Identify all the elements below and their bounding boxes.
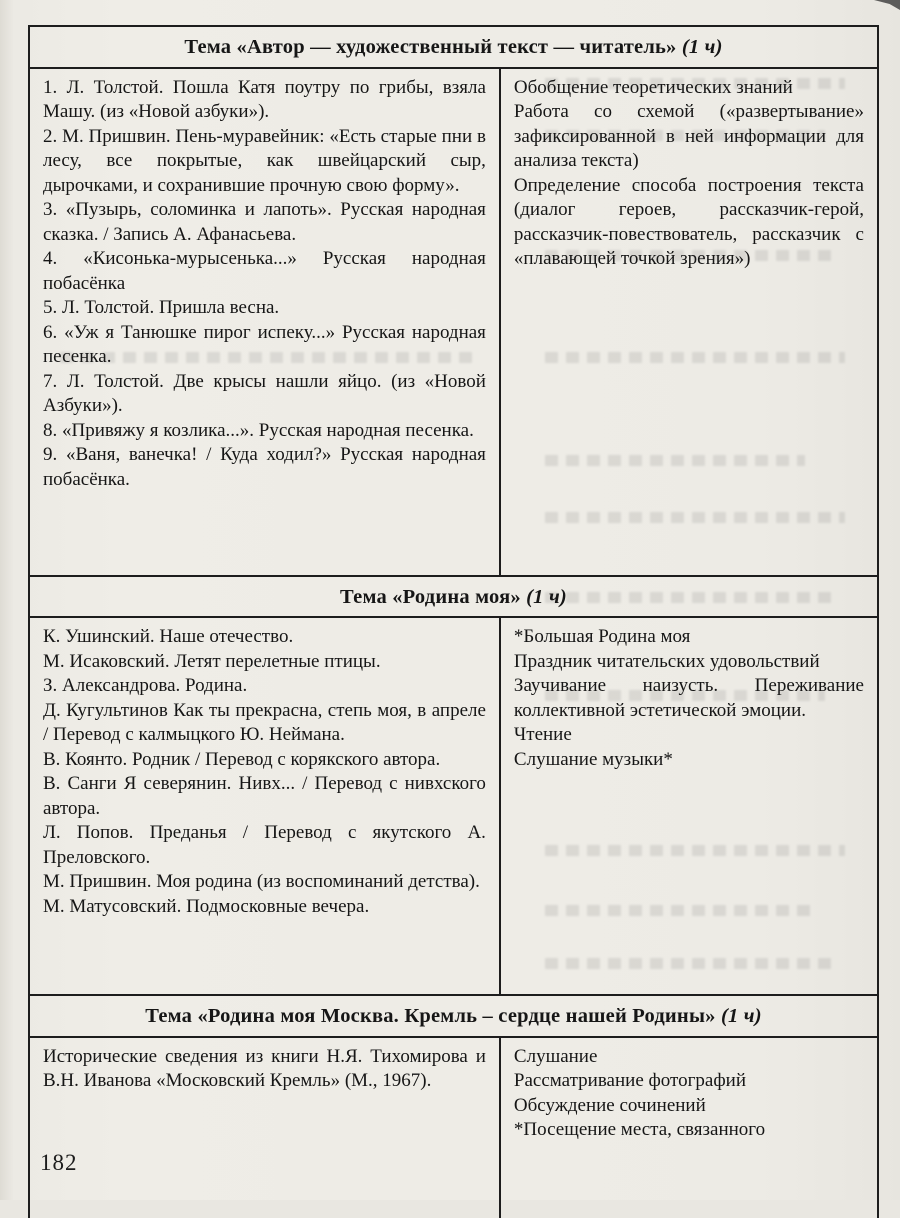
section-2-activities-cell (501, 618, 877, 994)
text-paragraph: Обсуждение сочинений (513, 1094, 706, 1116)
page-number: 182 (40, 1150, 78, 1175)
section-3-title: Тема «Родина моя Москва. Кремль – сердце нашей Родины» (145, 1005, 716, 1028)
text-paragraph: 5. Л. Толстой. Пришла весна. (43, 297, 280, 319)
text-paragraph: Л. Попов. Преданья / Перевод с якутского А. Преловского. (43, 822, 486, 868)
section-1-works-cell (30, 69, 501, 575)
section-3-activities-cell (501, 1038, 877, 1218)
text-paragraph: Слушание музыки* (513, 748, 673, 770)
text-paragraph: *Посещение места, связанного (513, 1119, 766, 1141)
text-paragraph: Слушание (513, 1045, 598, 1067)
section-3-header (30, 996, 877, 1038)
text-paragraph: 2. М. Пришвин. Пень-муравейник: «Есть старые пни в лесу, все покрытые, как швейцарский сыр, дырочками, и сохранившие прочную свою форму». (43, 125, 486, 196)
text-paragraph: Д. Кугультинов Как ты прекрасна, степь моя, в апреле / Перевод с калмыцкого Ю. Неймана. (43, 699, 486, 746)
text-paragraph: 8. «Привяжу я козлика...». Русская народная песенка. (43, 419, 474, 441)
text-paragraph: 3. «Пузырь, соломинка и лапоть». Русская народная сказка. / Запись А. Афанасьева. (43, 199, 486, 245)
section-1-row (30, 69, 877, 577)
section-1-title: Тема «Автор — художественный текст — читатель» (184, 36, 677, 58)
text-paragraph: К. Ушинский. Наше отечество. (43, 626, 294, 648)
text-paragraph: 4. «Кисонька-мурысенька...» Русская народная побасёнка (43, 248, 486, 294)
text-paragraph: Работа со схемой («развертывание» зафиксированной в ней информации для анализа текста) (513, 101, 864, 172)
section-3-works-cell (30, 1038, 501, 1218)
section-2-row (30, 618, 877, 996)
text-paragraph: 1. Л. Толстой. Пошла Катя поутру по грибы, взяла Машу. (из «Новой азбуки»). (43, 76, 486, 123)
curriculum-table (28, 25, 879, 1218)
text-paragraph: 6. «Уж я Танюшке пирог испеку...» Русская народная песенка. (43, 321, 486, 368)
section-2-header (30, 577, 877, 619)
text-paragraph: Обобщение теоретических знаний (513, 76, 793, 98)
text-paragraph: Рассматривание фотографий (513, 1070, 746, 1092)
text-paragraph: Заучивание наизусть. Переживание коллективной эстетической эмоции. (513, 675, 864, 721)
section-1-header (30, 27, 877, 69)
scan-edge-artifact (874, 0, 900, 10)
section-2-hours: (1 ч) (526, 585, 567, 608)
text-paragraph: М. Пришвин. Моя родина (из воспоминаний детства). (43, 871, 480, 893)
section-1-activities-cell (501, 69, 877, 575)
text-paragraph: З. Александрова. Родина. (43, 675, 248, 697)
text-paragraph: В. Коянто. Родник / Перевод с корякского автора. (43, 748, 441, 770)
text-paragraph: Чтение (513, 724, 572, 746)
text-paragraph: 7. Л. Толстой. Две крысы нашли яйцо. (из «Новой Азбуки»). (43, 370, 486, 417)
text-paragraph: Исторические сведения из книги Н.Я. Тихомирова и В.Н. Иванова «Московский Кремль» (М., 1967). (43, 1045, 486, 1092)
section-2-title: Тема «Родина моя» (340, 585, 521, 608)
text-paragraph: В. Санги Я северянин. Нивх... / Перевод с нивхского автора. (43, 773, 486, 819)
text-paragraph: Праздник читательских удовольствий (513, 650, 820, 672)
text-paragraph: 9. «Ваня, ванечка! / Куда ходил?» Русская народная побасёнка. (43, 444, 486, 490)
section-2-works-cell (30, 618, 501, 994)
text-paragraph: М. Матусовский. Подмосковные вечера. (43, 895, 370, 917)
text-paragraph: Определение способа построения текста (диалог героев, рассказчик-герой, рассказчик-повествователь, рассказчик с «плавающей точкой зрения») (513, 174, 864, 270)
text-paragraph: М. Исаковский. Летят перелетные птицы. (43, 650, 381, 672)
text-paragraph: *Большая Родина моя (513, 626, 691, 648)
section-3-row (30, 1038, 877, 1218)
section-1-hours: (1 ч) (681, 36, 723, 58)
section-3-hours: (1 ч) (720, 1005, 762, 1028)
